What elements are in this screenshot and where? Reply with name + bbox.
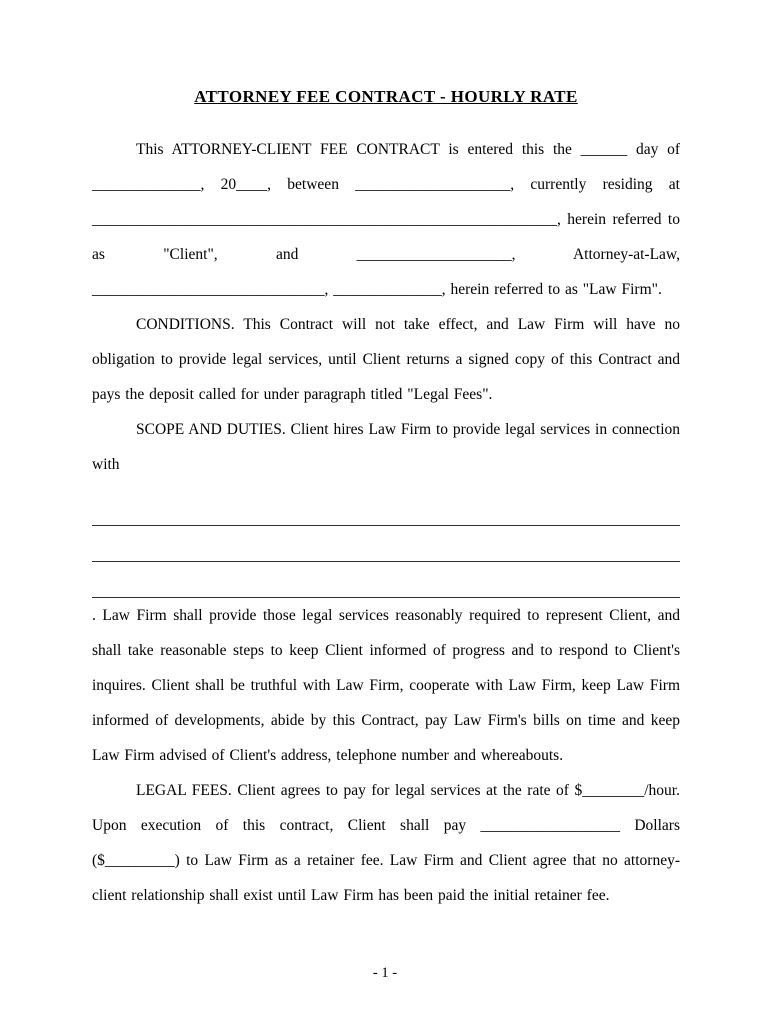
paragraph-duties: . Law Firm shall provide those legal services reasonably required to represent Client, and shall take reasonable steps to keep Client informed of progress and to respond to Client's inquires. Client shall be truthful with Law Firm, cooperate with Law Firm, keep Law Firm informed of developments, abide by this Contract, pay Law Firm's bills on time and keep Law Firm advised of Client's address, telephone number and whereabouts. — [92, 607, 680, 764]
paragraph-conditions: CONDITIONS. This Contract will not take effect, and Law Firm will have no obligation to provide legal services, until Client returns a signed copy of this Contract and pays the deposit called for under paragraph titled "Legal Fees". — [92, 316, 680, 403]
page-number: - 1 - — [372, 965, 398, 981]
paragraph-legal-fees: LEGAL FEES. Client agrees to pay for legal services at the rate of $________/hour. Upon execution of this contract, Client shall pay __________________ Dollars ($_________) to Law Firm as a retainer fee. Law Firm and Client agree that no attorney-client relationship shall exist until Law Firm has been paid the initial retainer fee. — [92, 782, 680, 904]
paragraph-scope: SCOPE AND DUTIES. Client hires Law Firm to provide legal services in connection with — [92, 421, 680, 473]
fill-in-lines — [92, 490, 680, 598]
fill-in-line — [92, 526, 680, 562]
fill-in-line — [92, 562, 680, 598]
document-title: ATTORNEY FEE CONTRACT - HOURLY RATE — [194, 87, 578, 106]
paragraph-parties: This ATTORNEY-CLIENT FEE CONTRACT is entered this the ______ day of ______________, 20____, between ____________________, currently residing at ____________________________________________________________, herein referred to as "Client", and ____________________, Attorney-at-Law, ______________________________, ______________, herein referred to as "Law Firm". — [92, 141, 680, 298]
fill-in-line — [92, 490, 680, 526]
